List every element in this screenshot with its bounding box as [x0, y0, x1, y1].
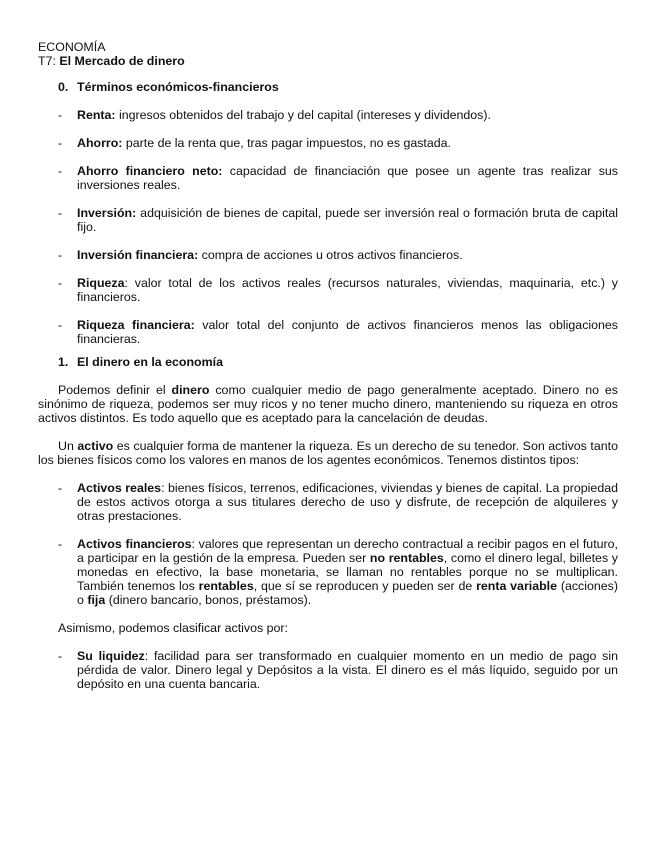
- bullet-dash: -: [58, 206, 63, 220]
- term-label: Riqueza: [77, 276, 125, 290]
- term-definition: (dinero bancario, bonos, préstamos).: [105, 593, 312, 607]
- term-label: Inversión:: [77, 206, 137, 220]
- term-definition: parte de la renta que, tras pagar impuestos, no es gastada.: [122, 136, 451, 150]
- keyword-fija: fija: [87, 593, 106, 607]
- bullet-dash: -: [58, 136, 63, 150]
- bullet-dash: -: [58, 164, 63, 178]
- term-ahorro-financiero-neto: [38, 164, 618, 192]
- subject-line: ECONOMÍA: [38, 40, 106, 54]
- term-renta: [38, 108, 618, 122]
- term-label: Activos financieros: [77, 537, 192, 551]
- term-label: Activos reales: [77, 481, 162, 495]
- topic-title: El Mercado de dinero: [59, 54, 185, 68]
- term-definition: adquisición de bienes de capital, puede ser inversión real o formación bruta de capital fijo.: [77, 206, 618, 234]
- section-0-heading: [38, 80, 618, 94]
- term-label: Ahorro:: [77, 136, 123, 150]
- section-1-title: El dinero en la economía: [77, 355, 223, 369]
- term-definition: compra de acciones u otros activos financieros.: [198, 248, 463, 262]
- item-activos-reales: [38, 481, 618, 523]
- term-definition: : facilidad para ser transformado en cualquier momento en un medio de pago sin pérdida de valor. Dinero legal y Depósitos a la vista. El dinero es el más líquido, seguido por un depósito en una cuenta bancaria.: [77, 649, 618, 691]
- paragraph-keyword: dinero: [171, 383, 210, 397]
- bullet-dash: -: [58, 108, 63, 122]
- topic-prefix: T7:: [38, 54, 60, 68]
- section-0-number: 0.: [58, 80, 69, 94]
- paragraph-activo: [38, 439, 618, 467]
- paragraph-text: Un: [58, 439, 78, 453]
- term-definition: : valor total de los activos reales (recursos naturales, viviendas, maquinaria, etc.) y financieros.: [77, 276, 618, 304]
- paragraph-text: es cualquier forma de mantener la riqueza. Es un derecho de su tenedor. Son activos tanto los bienes físicos como los valores en manos de los agentes económicos. Tenemos distintos tipos:: [38, 439, 618, 467]
- term-definition: , que sí se reproducen y pueden ser de: [253, 579, 477, 593]
- keyword-renta-variable: renta variable: [476, 579, 558, 593]
- term-label: Riqueza financiera:: [77, 318, 195, 332]
- paragraph-dinero: [38, 383, 618, 425]
- item-activos-financieros: [38, 537, 618, 607]
- bullet-dash: -: [58, 537, 63, 551]
- term-definition: valor total del conjunto de activos financieros menos las obligaciones financieras.: [77, 318, 619, 346]
- term-ahorro: [38, 136, 618, 150]
- paragraph-text: Podemos definir el: [58, 383, 172, 397]
- paragraph-asimismo: Asimismo, podemos clasificar activos por:: [58, 621, 288, 635]
- bullet-dash: -: [58, 481, 63, 495]
- term-label: Renta:: [77, 108, 116, 122]
- term-label: Inversión financiera:: [77, 248, 199, 262]
- term-definition: : bienes físicos, terrenos, edificaciones, viviendas y bienes de capital. La propiedad de estos activos otorga a sus titulares derecho de uso y disfrute, de recepción de alquileres y otras prestaciones.: [77, 481, 618, 523]
- document-page: [38, 40, 618, 691]
- section-1-heading: [38, 355, 618, 369]
- keyword-no-rentables: no rentables: [369, 551, 444, 565]
- bullet-dash: -: [58, 276, 63, 290]
- bullet-dash: -: [58, 649, 63, 663]
- term-label: Ahorro financiero neto:: [77, 164, 223, 178]
- keyword-rentables: rentables: [198, 579, 254, 593]
- bullet-dash: -: [58, 248, 63, 262]
- paragraph-keyword: activo: [77, 439, 114, 453]
- term-definition: : valores que representan un derecho contractual a recibir pagos en el futuro, a participar en la gestión de la empresa. Pueden ser: [77, 537, 618, 565]
- term-definition: ingresos obtenidos del trabajo y del capital (intereses y dividendos).: [115, 108, 491, 122]
- topic-line: [38, 54, 618, 68]
- term-inversion-financiera: [38, 248, 618, 262]
- term-label: Su liquidez: [77, 649, 145, 663]
- term-definition: , como el dinero legal, billetes y monedas en efectivo, la base monetaria, se llaman no rentables porque no se multiplican. También tenemos los: [77, 551, 618, 593]
- section-0-title: Términos económicos-financieros: [77, 80, 279, 94]
- item-liquidez: [38, 649, 618, 691]
- term-inversion: [38, 206, 618, 234]
- bullet-dash: -: [58, 318, 63, 332]
- term-riqueza-financiera: [38, 318, 618, 346]
- term-riqueza: [38, 276, 618, 304]
- paragraph-text: como cualquier medio de pago generalmente aceptado. Dinero no es sinónimo de riqueza, podemos ser muy ricos y no tener mucho dinero, manteniendo su riqueza en otros activos distintos. Es todo aquello que es aceptado para la cancelación de deudas.: [38, 383, 618, 425]
- term-definition: (acciones) o: [77, 579, 618, 607]
- section-1-number: 1.: [58, 355, 69, 369]
- term-definition: capacidad de financiación que posee un agente tras realizar sus inversiones reales.: [77, 164, 618, 192]
